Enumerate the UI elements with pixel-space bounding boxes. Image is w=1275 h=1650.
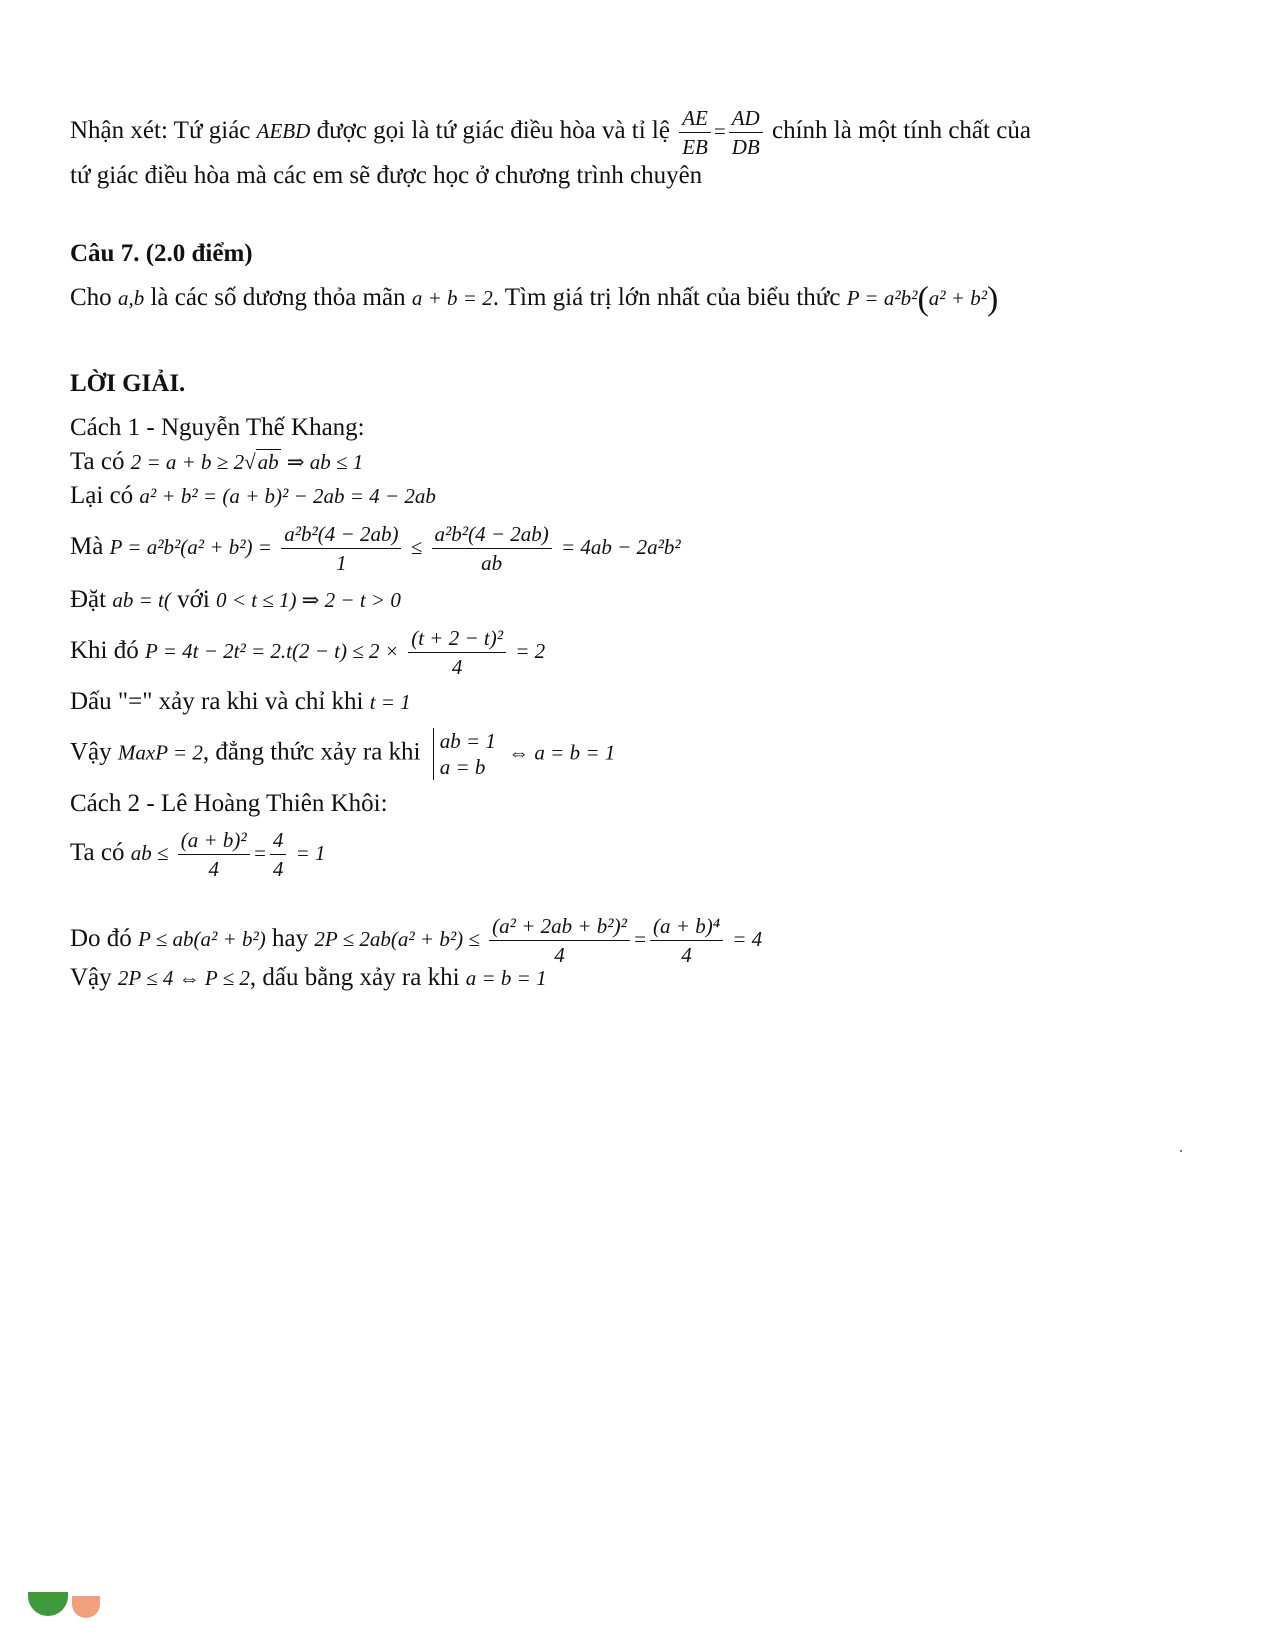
q-mid2: . Tìm giá trị lớn nhất của biểu thức — [492, 284, 841, 311]
m2-l1-eq: = — [252, 841, 267, 866]
m2-l3-text1: Vậy — [70, 964, 112, 991]
remark-line-2: tứ giác điều hòa mà các em sẽ được học ở chương trình chuyên — [70, 162, 703, 189]
m2-l2-hay: hay — [272, 925, 309, 953]
solution-heading: LỜI GIẢI. — [70, 370, 186, 397]
m1-line-3 — [70, 520, 1215, 577]
m1-l1-math-b: ⇒ ab ≤ 1 — [286, 450, 364, 474]
m2-l1-lhs: ab ≤ — [130, 841, 169, 866]
m2-l3-math1: 2P ≤ 4 ⇔ P ≤ 2 — [117, 966, 250, 990]
m2-l3-math2: a = b = 1 — [465, 966, 547, 990]
q-mid: là các số dương thỏa mãn — [150, 284, 406, 311]
m1-l5-rhs: = 2 — [515, 639, 546, 664]
m2-l3-text2: , dấu bằng xảy ra khi — [249, 964, 460, 991]
m1-line-4 — [70, 584, 1215, 616]
m1-l2-math: a² + b² = (a + b)² − 2ab = 4 − 2ab — [139, 484, 436, 508]
q-expr-inner: a² + b² — [928, 286, 988, 310]
m2-l2-rhs: = 4 — [732, 927, 763, 952]
m2-l2-fraction-2: $\frac{\text{(a + b)⁴}}{4}$ — [650, 912, 723, 969]
remark-quad: AEBD — [256, 119, 311, 144]
m2-l2-fraction-1: $\frac{\text{(a² + 2ab + b²)²}}{4}$ — [489, 912, 630, 969]
m1-l2-text: Lại có — [70, 482, 134, 509]
m1-l4-voi: với — [177, 586, 210, 613]
m1-l4-text: Đặt — [70, 586, 107, 613]
m1-line-1: Ta có 2 = a + b ≥ 2√ab ⇒ ab ≤ 1 — [70, 448, 364, 475]
footer-logo-green-shape — [28, 1592, 68, 1616]
m1-l7-math2: ⇔ a = b = 1 — [508, 740, 616, 765]
m1-l5-text: Khi đó — [70, 637, 139, 665]
question-title: Câu 7. (2.0 điểm) — [70, 240, 253, 267]
q-expr: P = a²b² — [846, 286, 918, 310]
m1-l4-math2: 0 < t ≤ 1) ⇒ 2 − t > 0 — [216, 588, 401, 612]
m2-l2-math2: 2P ≤ 2ab(a² + b²) ≤ — [314, 927, 480, 952]
q-cho: Cho — [70, 284, 112, 311]
m1-line-7 — [70, 728, 1215, 780]
remark-suffix: chính là một tính chất của — [771, 117, 1031, 145]
question-statement: Cho a,b là các số dương thỏa mãn a + b = 2. Tìm giá trị lớn nhất của biểu thức P = a²b²(a² + b²) — [70, 280, 999, 318]
m1-l1-math-a: 2 = a + b ≥ 2 — [130, 450, 245, 474]
fraction-ae-eb: $\frac{AE}{EB}$ — [679, 104, 711, 161]
q-cond: a + b = 2 — [411, 286, 493, 310]
footer-logo-orange-shape — [72, 1596, 100, 1618]
m1-l7-math1: MaxP = 2 — [117, 740, 203, 765]
m2-l2-eq: = — [632, 927, 648, 952]
m1-l6-math: t = 1 — [369, 690, 411, 714]
m2-line-3 — [70, 962, 1215, 994]
remark-line-1: Nhận xét: Tứ giác AEBD được gọi là tứ giác điều hòa và tỉ lệ $\frac{AE}{EB}$ = $\frac{AD}{DB}$ chính là một tính chất của — [70, 106, 1031, 159]
m1-l1-sqrt: ab — [257, 450, 279, 474]
remark-prefix: Nhận xét: Tứ giác — [70, 117, 251, 145]
m1-l7-text2: , đẳng thức xảy ra khi — [202, 738, 421, 766]
m1-l6-text: Dấu "=" xảy ra khi và chỉ khi — [70, 688, 364, 715]
m1-l7-text1: Vậy — [70, 738, 112, 766]
m1-l7-system: ab = 1 a = b — [433, 728, 496, 780]
m1-l5-fraction: $\frac{\text{(t + 2 − t)²}}{4}$ — [408, 624, 506, 681]
m2-l2-text1: Do đó — [70, 925, 132, 953]
m2-l1-rhs: = 1 — [295, 841, 326, 866]
remark-mid: được gọi là tứ giác điều hòa và tỉ lệ — [316, 117, 670, 145]
m1-line-6 — [70, 686, 1215, 718]
m2-l1-text: Ta có — [70, 839, 125, 867]
m2-l2-math1: P ≤ ab(a² + b²) — [138, 927, 266, 952]
method-1-title: Cách 1 - Nguyễn Thế Khang: — [70, 414, 365, 441]
m2-l1-fraction-2: $\frac{4}{4}$ — [270, 826, 287, 883]
q-vars: a,b — [117, 286, 145, 310]
m1-l3-text: Mà — [70, 533, 104, 561]
m1-line-5 — [70, 624, 1215, 681]
fraction-ad-db: $\frac{AD}{DB}$ — [729, 104, 763, 161]
m1-l3-fraction-1: $\frac{\text{a²b²(4 − 2ab)}}{1}$ — [281, 520, 401, 577]
m1-l3-lhs: P = a²b²(a² + b²) = — [109, 535, 272, 560]
m1-line-2 — [70, 480, 1215, 512]
m1-l3-fraction-2: $\frac{\text{a²b²(4 − 2ab)}}{ab}$ — [432, 520, 552, 577]
m1-l3-le: ≤ — [410, 535, 423, 560]
m2-l1-fraction-1: $\frac{\text{(a + b)²}}{4}$ — [178, 826, 250, 883]
m1-l4-math1: ab = t( — [112, 588, 171, 612]
m2-line-1 — [70, 826, 1215, 883]
m1-l1-text: Ta có — [70, 448, 125, 475]
m1-l5-lhs: P = 4t − 2t² = 2.t(2 − t) ≤ 2 × — [145, 639, 399, 664]
m2-line-2 — [70, 912, 1215, 969]
stray-dot — [1180, 1150, 1182, 1152]
m1-l3-rhs: = 4ab − 2a²b² — [561, 535, 681, 560]
method-2-title: Cách 2 - Lê Hoàng Thiên Khôi: — [70, 790, 388, 817]
